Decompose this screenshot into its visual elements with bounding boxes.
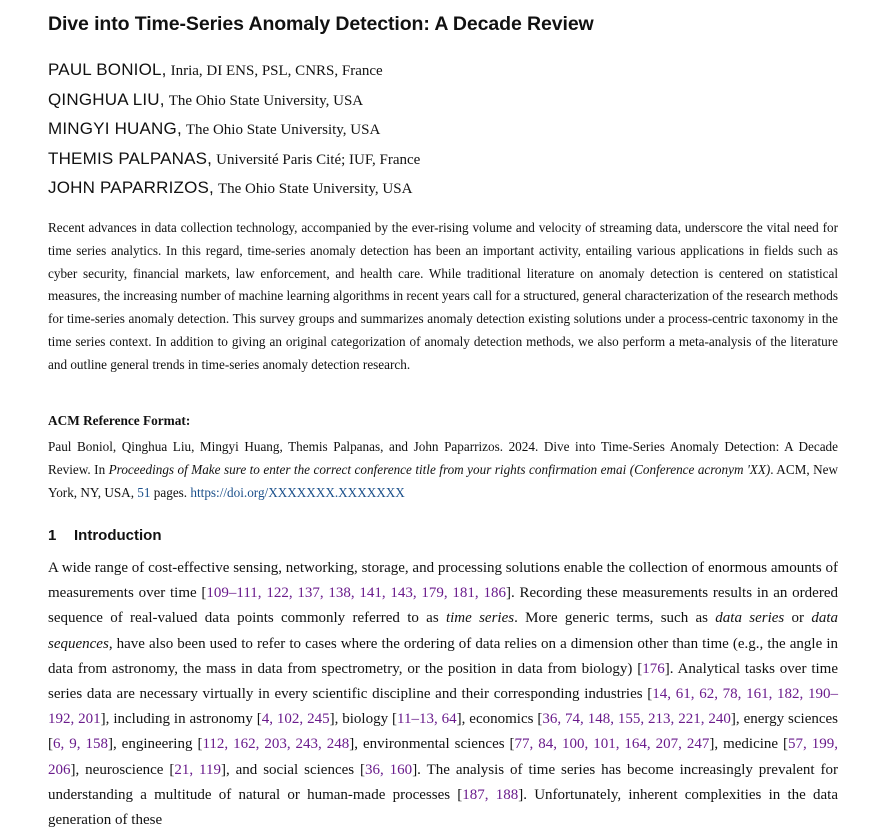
intro-text: ], including in astronomy [ [100,711,262,728]
acm-venue: Proceedings of Make sure to enter the correct conference title from your rights confirmation emai (Conference acronym 'XX) [108,461,771,477]
intro-text: or [784,610,812,627]
intro-text: A wide range of cost-effective sensing, networking, storage, and processing solutions enable the collection of enormous amounts of measurements over time [ [48,560,838,602]
author-affiliation: Inria, DI ENS, PSL, CNRS, France [170,63,383,79]
intro-text: ], economics [ [456,711,543,728]
intro-text: ]. Recording these measurements results in an ordered sequence of real-valued data points commonly referred to as [48,585,838,627]
intro-emphasis: data series [715,610,785,627]
citation-link[interactable]: 57, 199, 206 [48,736,839,778]
acm-publisher: . ACM, New York, NY, USA, [48,461,839,500]
intro-text: ], biology [ [329,711,398,728]
doi-link[interactable]: https://doi.org/XXXXXXX.XXXXXXX [190,484,405,500]
citation-link[interactable]: 36, 160 [365,761,413,778]
intro-emphasis: time series [445,610,515,627]
section-number: 1 [48,527,57,544]
citation-link[interactable]: 109–111, 122, 137, 138, 141, 143, 179, 181, 186 [206,585,506,602]
citation-link[interactable]: 176 [642,660,665,677]
intro-text: ], energy sciences [ [48,711,839,753]
author-affiliation: The Ohio State University, USA [185,122,381,138]
intro-text: ], neuroscience [ [70,761,175,778]
citation-link[interactable]: 21, 119 [174,761,221,778]
citation-link[interactable]: 11–13, 64 [397,711,457,728]
author-entry [48,90,420,120]
citation-link[interactable]: 77, 84, 100, 101, 164, 207, 247 [514,736,710,753]
author-name: MINGYI HUANG, [48,119,182,138]
author-affiliation: Université Paris Cité; IUF, France [216,151,421,168]
intro-text: ], medicine [ [709,736,789,753]
abstract: Recent advances in data collection technology, accompanied by the ever-rising volume and velocity of streaming data, underscore the vital need for time series analytics. In this regard, time-series anomaly detection has been an important activity, entailing various applications in fields such as cyber security, financial markets, law enforcement, and health care. While traditional literature on anomaly detection is centered on statistical measures, the increasing number of machine learning algorithms in recent years call for a structured, general characterization of the research methods for time-series anomaly detection. This survey groups and summarizes anomaly detection existing solutions under a process-centric taxonomy in the time series context. In addition to giving an original categorization of anomaly detection methods, we also perform a meta-analysis of the literature and outline general trends in time-series anomaly detection research. [48,220,838,372]
intro-emphasis: data sequences [48,610,838,652]
intro-text: ], and social sciences [ [220,761,366,778]
introduction-paragraph [48,556,838,833]
intro-text: , have also been used to refer to cases where the ordering of data relies on a dimension other than time (e.g., the angle in data from astronomy, the mass in data from spectrometry, or the position in data from biology) [ [48,635,838,677]
intro-text: ], engineering [ [107,736,203,753]
intro-text: . More generic terms, such as [514,610,716,627]
acm-pages-suffix: pages. [150,484,191,500]
acm-reference-text [48,436,838,504]
author-entry [48,60,420,90]
pages-link[interactable]: 51 [137,484,151,500]
author-entry [48,149,420,179]
citation-link[interactable]: 36, 74, 148, 155, 213, 221, 240 [542,711,731,728]
citation-link[interactable]: 112, 162, 203, 243, 248 [202,736,350,753]
author-name: THEMIS PALPANAS, [48,148,213,168]
author-name: QINGHUA LIU, [48,89,165,109]
author-name: JOHN PAPARRIZOS, [48,178,214,197]
section-title: Introduction [74,527,162,544]
acm-citation: Paul Boniol, Qinghua Liu, Mingyi Huang, Themis Palpanas, and John Paparrizos. 2024. Dive into Time-Series Anomaly Detection: A Decade Review. In [48,439,838,477]
citation-link[interactable]: 14, 61, 62, 78, 161, 182, 190–192, 201 [48,686,838,728]
author-list [48,60,420,208]
intro-text: ]. Unfortunately, inherent complexities in the data generation of these [48,786,838,829]
intro-text: ]. The analysis of time series has become increasingly prevalent for understanding a multitude of natural or human-made processes [ [48,761,839,803]
intro-text: ], environmental sciences [ [349,736,515,753]
paper-title: Dive into Time-Series Anomaly Detection: A Decade Review [48,13,594,35]
author-entry [48,119,420,149]
author-affiliation: The Ohio State University, USA [168,92,364,109]
citation-link[interactable]: 187, 188 [462,786,519,803]
section-heading [48,527,161,544]
citation-link[interactable]: 6, 9, 158 [53,736,108,753]
intro-text: ]. Analytical tasks over time series data are necessary virtually in every scientific discipline and their corresponding industries [ [48,660,838,703]
author-entry [48,178,420,208]
citation-link[interactable]: 4, 102, 245 [261,711,330,728]
author-name: PAUL BONIOL, [48,60,167,79]
acm-reference-heading: ACM Reference Format: [48,413,191,428]
author-affiliation: The Ohio State University, USA [217,181,413,197]
